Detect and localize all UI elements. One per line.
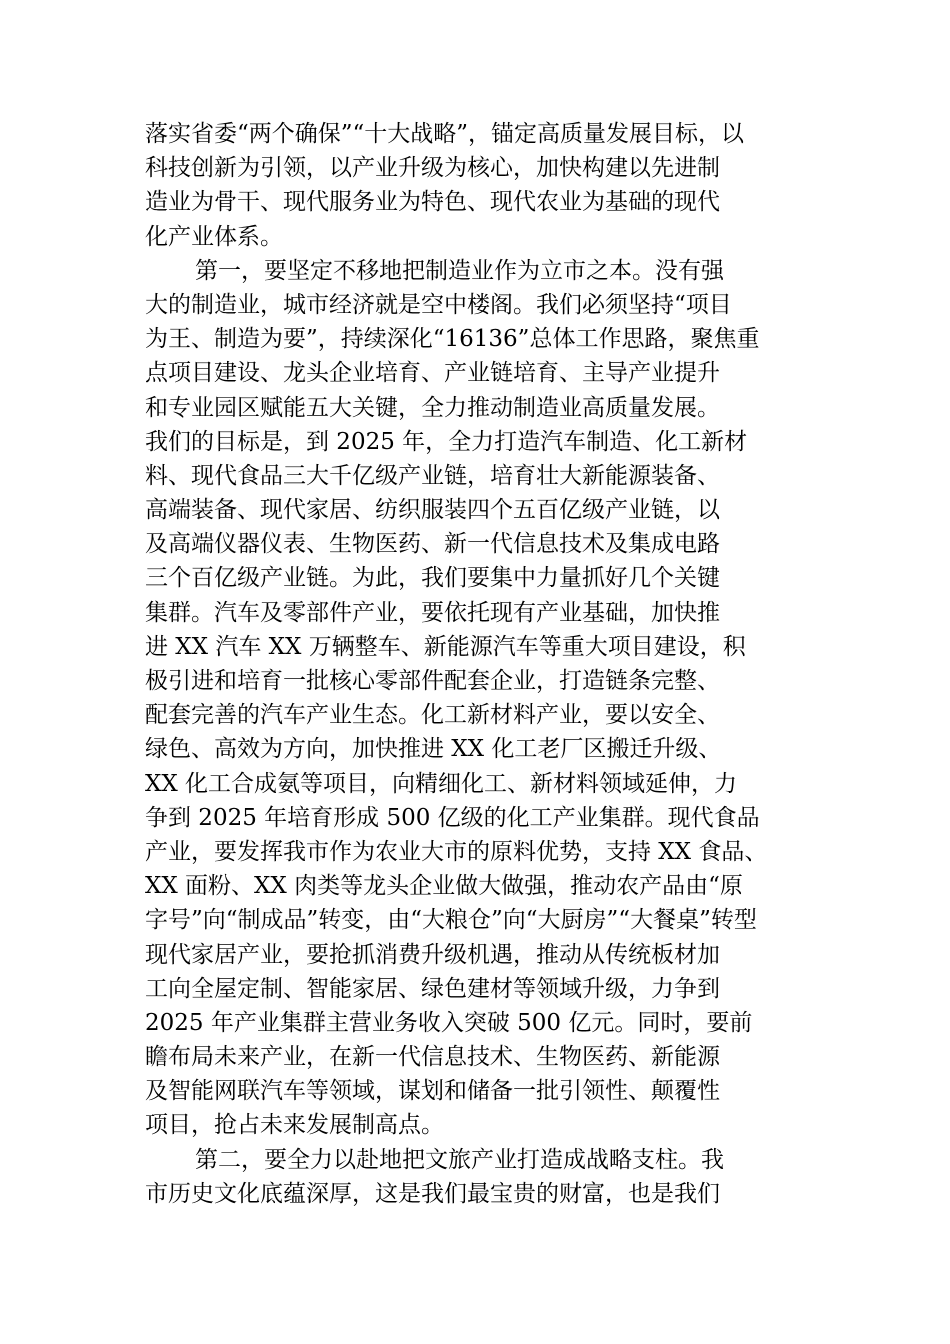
paragraph-line: 化产业体系。 xyxy=(145,223,283,250)
paragraph-line: 为王、制造为要”，持续深化“16136”总体工作思路，聚焦重 xyxy=(145,326,760,353)
document-body xyxy=(145,117,825,1211)
paragraph-line: 落实省委“两个确保”“十大战略”，锚定高质量发展目标，以 xyxy=(145,121,745,147)
paragraph-line: 我们的目标是，到 2025 年，全力打造汽车制造、化工新材 xyxy=(145,428,748,455)
paragraph-line: 现代家居产业，要抢抓消费升级机遇，推动从传统板材加 xyxy=(145,941,720,968)
paragraph-line: 配套完善的汽车产业生态。化工新材料产业，要以安全、 xyxy=(145,702,720,729)
paragraph-line: 市历史文化底蕴深厚，这是我们最宝贵的财富，也是我们 xyxy=(145,1180,720,1207)
paragraph-line: 极引进和培育一批核心零部件配套企业，打造链条完整、 xyxy=(145,668,720,694)
paragraph-line: 绿色、高效为方向，加快推进 XX 化工老厂区搬迁升级、 xyxy=(145,736,722,763)
body-paragraph xyxy=(145,117,825,254)
paragraph-line: 大的制造业，城市经济就是空中楼阁。我们必须坚持“项目 xyxy=(145,291,732,318)
paragraph-line: 进 XX 汽车 XX 万辆整车、新能源汽车等重大项目建设，积 xyxy=(145,633,746,660)
paragraph-line: 第二，要全力以赴地把文旅产业打造成战略支柱。我 xyxy=(195,1146,724,1173)
paragraph-line: 高端装备、现代家居、纺织服装四个五百亿级产业链，以 xyxy=(145,497,720,524)
paragraph-line: 三个百亿级产业链。为此，我们要集中力量抓好几个关键 xyxy=(145,565,720,592)
paragraph-line: 争到 2025 年培育形成 500 亿级的化工产业集群。现代食品 xyxy=(145,804,760,831)
paragraph-line: 点项目建设、龙头企业培育、产业链培育、主导产业提升 xyxy=(145,360,720,387)
paragraph-line: 2025 年产业集群主营业务收入突破 500 亿元。同时，要前 xyxy=(145,1009,753,1036)
paragraph-line: 及高端仪器仪表、生物医药、新一代信息技术及集成电路 xyxy=(145,531,720,558)
paragraph-line: 造业为骨干、现代服务业为特色、现代农业为基础的现代 xyxy=(145,189,720,216)
paragraph-line: XX 面粉、XX 肉类等龙头企业做大做强，推动农产品由“原 xyxy=(145,873,743,900)
paragraph-line: 第一，要坚定不移地把制造业作为立市之本。没有强 xyxy=(195,257,724,284)
paragraph-line: 瞻布局未来产业，在新一代信息技术、生物医药、新能源 xyxy=(145,1044,720,1071)
paragraph-line: 科技创新为引领，以产业升级为核心，加快构建以先进制 xyxy=(145,155,720,182)
paragraph-line: 及智能网联汽车等领域，谋划和储备一批引领性、颠覆性 xyxy=(145,1078,720,1105)
paragraph-line: 和专业园区赋能五大关键，全力推动制造业高质量发展。 xyxy=(145,394,720,421)
paragraph-line: XX 化工合成氨等项目，向精细化工、新材料领域延伸，力 xyxy=(145,770,738,797)
paragraph-line: 产业，要发挥我市作为农业大市的原料优势，支持 XX 食品、 xyxy=(145,838,768,865)
paragraph-line: 集群。汽车及零部件产业，要依托现有产业基础，加快推 xyxy=(145,599,720,626)
body-paragraph xyxy=(145,254,825,1143)
paragraph-line: 项目，抢占未来发展制高点。 xyxy=(145,1112,444,1139)
paragraph-line: 料、现代食品三大千亿级产业链，培育壮大新能源装备、 xyxy=(145,462,720,489)
paragraph-line: 字号”向“制成品”转变，由“大粮仓”向“大厨房”“大餐桌”转型 xyxy=(145,907,757,934)
body-paragraph xyxy=(145,1143,825,1211)
paragraph-line: 工向全屋定制、智能家居、绿色建材等领域升级，力争到 xyxy=(145,975,720,1002)
